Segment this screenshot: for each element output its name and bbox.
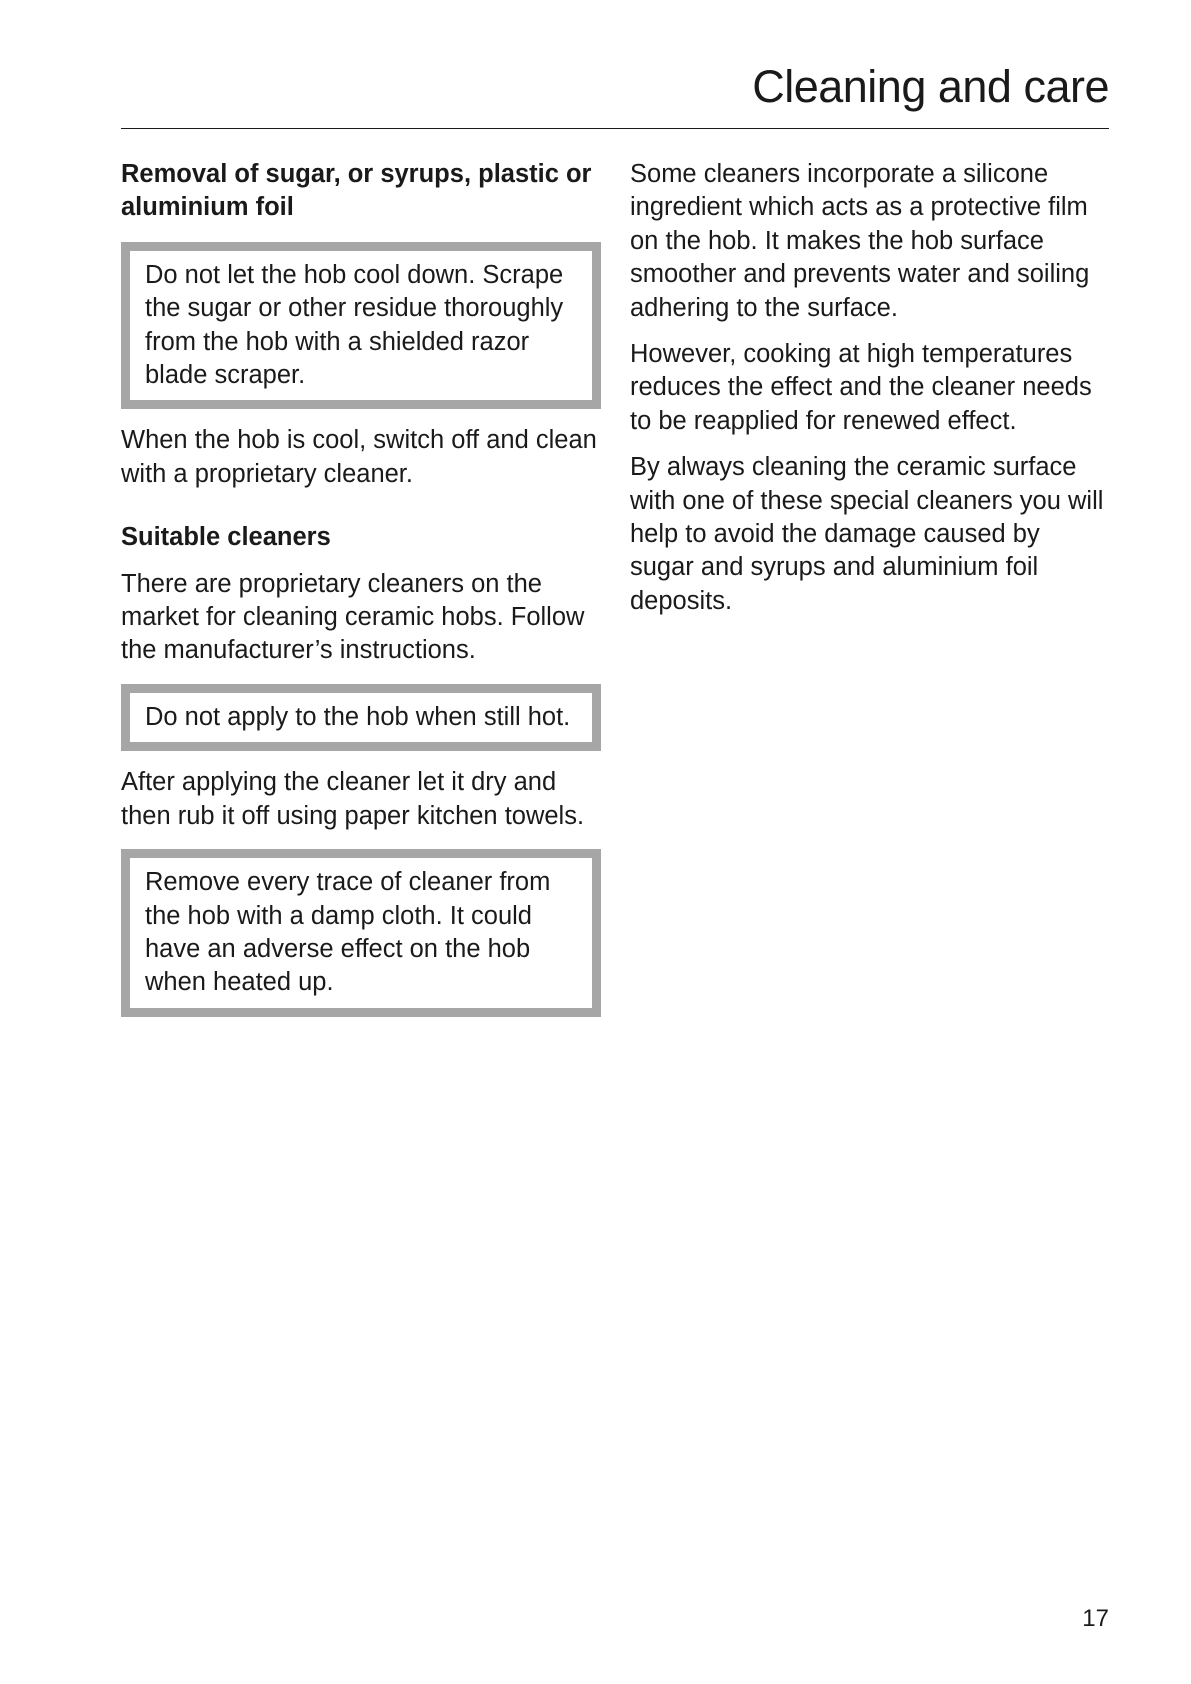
warning-box-remove-trace [121, 849, 601, 1017]
left-column [121, 158, 601, 1017]
page-header [121, 60, 1109, 129]
warning-text-remove-trace: Remove every trace of cleaner from the hob with a damp cloth. It could have an adverse effect on the hob when heated up. [145, 868, 551, 997]
paragraph-proprietary-cleaners: There are proprietary cleaners on the market for cleaning ceramic hobs. Follow the manufacturer’s instructions. [121, 569, 585, 665]
paragraph-silicone: Some cleaners incorporate a silicone ingredient which acts as a protective film on the hob. It makes the hob surface smoother and prevents water and soiling adhering to the surface. [630, 160, 1090, 322]
page-number: 17 [1082, 1605, 1109, 1632]
paragraph-high-temperatures: However, cooking at high temperatures reduces the effect and the cleaner needs to be reapplied for renewed effect. [630, 340, 1092, 435]
paragraph-after-applying: After applying the cleaner let it dry and then rub it off using paper kitchen towels. [121, 768, 585, 830]
heading-sugar-removal: Removal of sugar, or syrups, plastic or aluminium foil [121, 160, 592, 222]
warning-box-still-hot [121, 684, 601, 751]
heading-suitable-cleaners: Suitable cleaners [121, 523, 331, 552]
right-column [630, 158, 1110, 618]
warning-text-cool-down: Do not let the hob cool down. Scrape the sugar or other residue thoroughly from the hob with a shielded razor blade scraper. [145, 260, 564, 390]
paragraph-always-cleaning: By always cleaning the ceramic surface with one of these special cleaners you will help to avoid the damage caused by sugar and syrups and aluminium foil deposits. [630, 453, 1104, 615]
warning-text-still-hot: Do not apply to the hob when still hot. [145, 702, 571, 731]
warning-box-cool-down [121, 242, 601, 410]
paragraph-when-cool: When the hob is cool, switch off and clean with a proprietary cleaner. [121, 426, 597, 488]
page-title: Cleaning and care [752, 61, 1109, 112]
